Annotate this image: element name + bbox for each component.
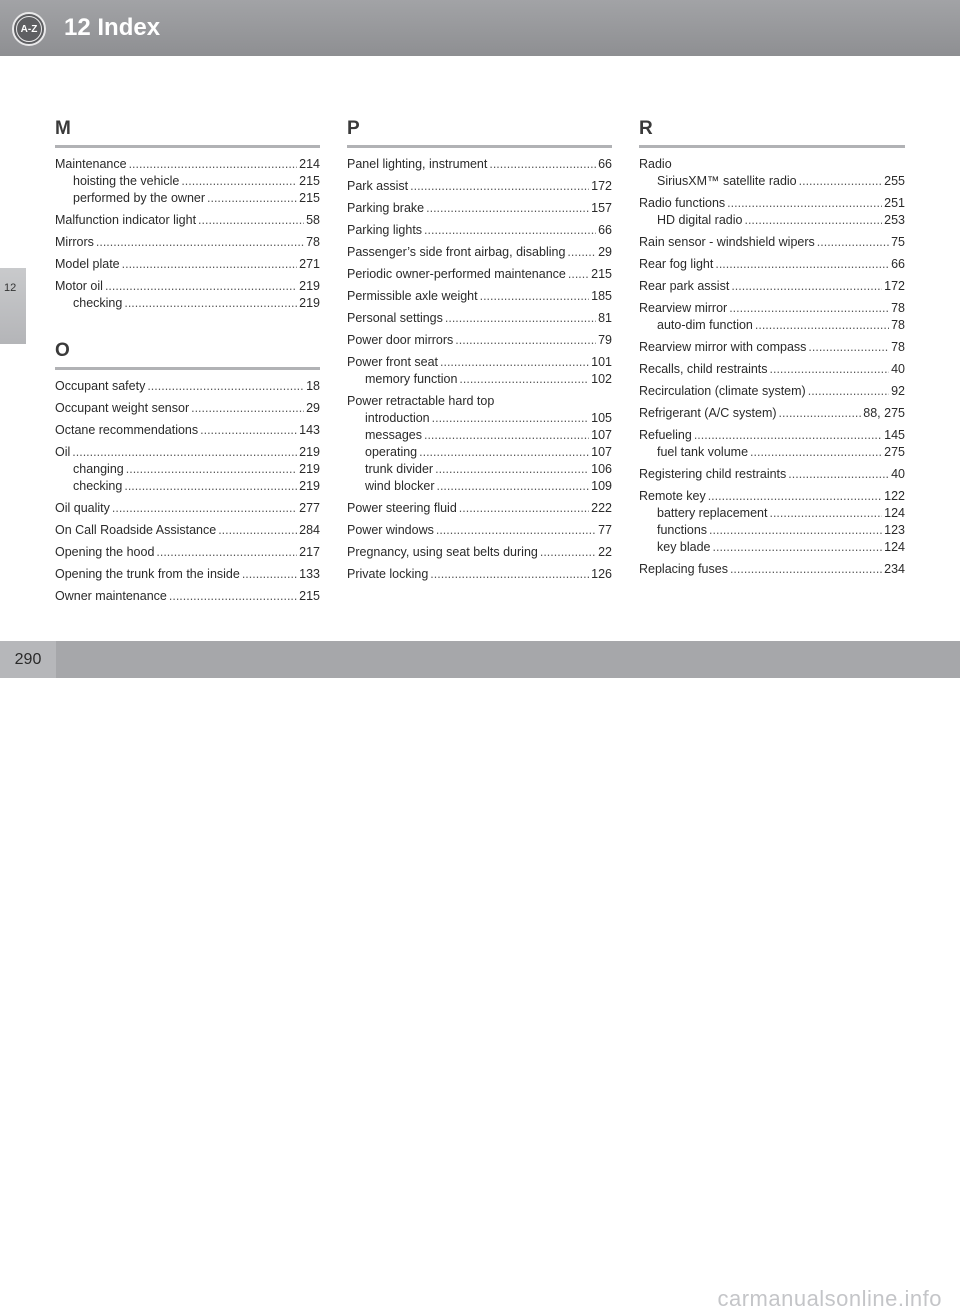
entry-term: Private locking [347, 567, 429, 581]
index-entry [55, 156, 320, 173]
index-subentry [347, 444, 612, 461]
index-entry [347, 310, 612, 327]
entry-page: 102 [591, 372, 612, 386]
dot-leader [808, 383, 889, 400]
entry-term: changing [73, 462, 124, 476]
entry-term: Rear fog light [639, 257, 714, 271]
entry-term: performed by the owner [73, 191, 206, 205]
entry-term: Rearview mirror with compass [639, 340, 807, 354]
index-entry [639, 405, 905, 422]
entry-term: Parking brake [347, 201, 425, 215]
entry-page: 217 [299, 545, 320, 559]
entry-page: 66 [891, 257, 905, 271]
index-entry [347, 566, 612, 583]
index-entry [639, 339, 905, 356]
section-letter: P [347, 118, 360, 139]
section-rule [639, 145, 905, 148]
entry-list [639, 156, 905, 578]
entry-page: 105 [591, 411, 612, 425]
index-entry [55, 212, 320, 229]
index-subentry [639, 317, 905, 334]
index-entry [347, 178, 612, 195]
index-subentry [347, 371, 612, 388]
dot-leader [198, 212, 304, 229]
entry-term: Permissible axle weight [347, 289, 478, 303]
index-entry [55, 500, 320, 517]
index-subentry [347, 461, 612, 478]
dot-leader [445, 310, 596, 327]
index-entry [639, 466, 905, 483]
entry-page: 88, 275 [863, 406, 905, 420]
dot-leader [432, 410, 590, 427]
entry-term: On Call Roadside Assistance [55, 523, 217, 537]
entry-page: 275 [884, 445, 905, 459]
entry-page: 172 [884, 279, 905, 293]
index-section [55, 118, 320, 312]
entry-page: 215 [299, 589, 320, 603]
entry-term: Park assist [347, 179, 409, 193]
entry-page: 215 [299, 174, 320, 188]
entry-page: 284 [299, 523, 320, 537]
entry-page: 66 [598, 223, 612, 237]
dot-leader [730, 561, 882, 578]
dot-leader [122, 256, 298, 273]
index-subentry [639, 522, 905, 539]
entry-term: key blade [657, 540, 711, 554]
index-entry [55, 234, 320, 251]
index-column-1 [55, 118, 320, 605]
entry-page: 219 [299, 479, 320, 493]
entry-page: 40 [891, 467, 905, 481]
index-entry [347, 332, 612, 349]
section-rule [55, 145, 320, 148]
dot-leader [480, 288, 590, 305]
index-entry [347, 354, 612, 371]
dot-leader [242, 566, 297, 583]
entry-term: trunk divider [365, 462, 434, 476]
entry-term: functions [657, 523, 708, 537]
entry-term: Replacing fuses [639, 562, 728, 576]
index-subentry [347, 427, 612, 444]
entry-term: Power front seat [347, 355, 439, 369]
index-subentry [55, 478, 320, 495]
entry-page: 234 [884, 562, 905, 576]
dot-leader [567, 244, 596, 261]
index-section [639, 118, 905, 578]
entry-page: 219 [299, 445, 320, 459]
entry-page: 78 [891, 318, 905, 332]
entry-list [347, 156, 612, 583]
entry-term: Power steering fluid [347, 501, 457, 515]
entry-page: 143 [299, 423, 320, 437]
watermark: carmanualsonline.info [717, 1286, 942, 1311]
dot-leader [169, 588, 297, 605]
entry-page: 126 [591, 567, 612, 581]
entry-term: Power retractable hard top [347, 394, 495, 408]
entry-page: 77 [598, 523, 612, 537]
index-entry [347, 500, 612, 517]
entry-page: 123 [884, 523, 905, 537]
entry-page: 58 [306, 213, 320, 227]
entry-page: 219 [299, 279, 320, 293]
entry-term: Rain sensor - windshield wipers [639, 235, 815, 249]
index-entry [55, 400, 320, 417]
dot-leader [72, 444, 297, 461]
entry-term: Power door mirrors [347, 333, 454, 347]
index-entry [55, 422, 320, 439]
dot-leader [708, 488, 882, 505]
entry-term: auto-dim function [657, 318, 753, 332]
entry-page: 29 [598, 245, 612, 259]
entry-page: 271 [299, 257, 320, 271]
index-subentry [639, 212, 905, 229]
entry-term: fuel tank volume [657, 445, 749, 459]
index-entry [639, 256, 905, 273]
entry-term: Opening the hood [55, 545, 155, 559]
entry-term: Mirrors [55, 235, 94, 249]
index-subentry [347, 410, 612, 427]
index-subentry [55, 295, 320, 312]
entry-page: 78 [891, 301, 905, 315]
dot-leader [769, 505, 882, 522]
index-section [347, 118, 612, 583]
entry-page: 214 [299, 157, 320, 171]
section-rule [55, 367, 320, 370]
index-entry [347, 222, 612, 239]
dot-leader [191, 400, 304, 417]
dot-leader [147, 378, 304, 395]
entry-page: 215 [591, 267, 612, 281]
entry-page: 157 [591, 201, 612, 215]
index-entry [639, 300, 905, 317]
entry-term: checking [73, 296, 123, 310]
dot-leader [459, 500, 589, 517]
entry-page: 75 [891, 235, 905, 249]
dot-leader [419, 444, 589, 461]
dot-leader [124, 478, 297, 495]
section-letter: M [55, 118, 71, 139]
dot-leader [129, 156, 298, 173]
dot-leader [426, 200, 589, 217]
entry-page: 124 [884, 506, 905, 520]
page-footer [0, 641, 960, 1311]
entry-page: 185 [591, 289, 612, 303]
entry-page: 78 [306, 235, 320, 249]
index-subentry [347, 478, 612, 495]
dot-leader [459, 371, 589, 388]
index-entry [55, 256, 320, 273]
dot-leader [731, 278, 882, 295]
dot-leader [713, 539, 883, 556]
index-entry [347, 200, 612, 217]
entry-term: Registering child restraints [639, 467, 787, 481]
entry-page: 109 [591, 479, 612, 493]
dot-leader [436, 478, 589, 495]
entry-page: 215 [299, 191, 320, 205]
entry-term: Occupant safety [55, 379, 146, 393]
index-subentry [639, 173, 905, 190]
entry-page: 101 [591, 355, 612, 369]
dot-leader [430, 566, 589, 583]
entry-term: Motor oil [55, 279, 103, 293]
dot-leader [218, 522, 297, 539]
index-entry [347, 288, 612, 305]
entry-page: 18 [306, 379, 320, 393]
entry-term: Owner maintenance [55, 589, 167, 603]
entry-page: 107 [591, 428, 612, 442]
entry-term: HD digital radio [657, 213, 743, 227]
entry-page: 255 [884, 174, 905, 188]
dot-leader [105, 278, 297, 295]
index-entry [639, 156, 905, 173]
entry-term: Panel lighting, instrument [347, 157, 488, 171]
index-subentry [55, 461, 320, 478]
entry-page: 66 [598, 157, 612, 171]
entry-term: Refueling [639, 428, 692, 442]
index-column-2 [347, 118, 612, 583]
entry-term: Refrigerant (A/C system) [639, 406, 777, 420]
entry-page: 78 [891, 340, 905, 354]
chapter-title: 12 Index [64, 14, 161, 41]
dot-leader [410, 178, 589, 195]
index-entry [639, 488, 905, 505]
dot-leader [817, 234, 889, 251]
dot-leader [112, 500, 297, 517]
entry-page: 277 [299, 501, 320, 515]
entry-page: 122 [884, 489, 905, 503]
index-entry [55, 378, 320, 395]
entry-term: Occupant weight sensor [55, 401, 190, 415]
dot-leader [727, 195, 882, 212]
entry-term: Malfunction indicator light [55, 213, 197, 227]
index-subentry [55, 173, 320, 190]
entry-term: Passenger’s side front airbag, disabling [347, 245, 566, 259]
entry-term: Oil quality [55, 501, 110, 515]
entry-term: Recalls, child restraints [639, 362, 768, 376]
a-z-label: A-Z [16, 16, 42, 42]
entry-page: 40 [891, 362, 905, 376]
entry-term: Radio functions [639, 196, 726, 210]
dot-leader [455, 332, 596, 349]
entry-term: operating [365, 445, 418, 459]
entry-term: Recirculation (climate system) [639, 384, 806, 398]
dot-leader [729, 300, 889, 317]
entry-term: Opening the trunk from the inside [55, 567, 240, 581]
entry-term: Maintenance [55, 157, 127, 171]
entry-term: Model plate [55, 257, 120, 271]
dot-leader [124, 295, 297, 312]
index-entry [55, 588, 320, 605]
entry-term: checking [73, 479, 123, 493]
entry-page: 219 [299, 462, 320, 476]
dot-leader [694, 427, 882, 444]
entry-page: 253 [884, 213, 905, 227]
entry-page: 145 [884, 428, 905, 442]
entry-term: Periodic owner-performed maintenance [347, 267, 566, 281]
index-section [55, 340, 320, 605]
dot-leader [436, 522, 596, 539]
entry-term: Radio [639, 157, 672, 171]
index-entry [55, 444, 320, 461]
index-entry [347, 393, 612, 410]
entry-page: 79 [598, 333, 612, 347]
entry-page: 251 [884, 196, 905, 210]
entry-term: Parking lights [347, 223, 423, 237]
index-column-3 [639, 118, 905, 578]
dot-leader [799, 173, 883, 190]
page-number: 290 [0, 641, 56, 678]
entry-term: introduction [365, 411, 430, 425]
dot-leader [96, 234, 304, 251]
dot-leader [744, 212, 882, 229]
index-entry [639, 278, 905, 295]
dot-leader [200, 422, 297, 439]
dot-leader [156, 544, 297, 561]
entry-term: Power windows [347, 523, 434, 537]
entry-list [55, 378, 320, 605]
section-letter: O [55, 340, 70, 361]
entry-term: Rearview mirror [639, 301, 728, 315]
entry-term: battery replacement [657, 506, 768, 520]
dot-leader [540, 544, 596, 561]
dot-leader [755, 317, 889, 334]
dot-leader [779, 405, 862, 422]
index-entry [347, 244, 612, 261]
dot-leader [424, 427, 589, 444]
entry-term: memory function [365, 372, 458, 386]
entry-term: Pregnancy, using seat belts during [347, 545, 538, 559]
dot-leader [207, 190, 297, 207]
chapter-tab-label: 12 [4, 282, 17, 294]
entry-term: Rear park assist [639, 279, 730, 293]
entry-term: hoisting the vehicle [73, 174, 180, 188]
entry-term: SiriusXM™ satellite radio [657, 174, 797, 188]
entry-page: 219 [299, 296, 320, 310]
a-z-index-icon [12, 12, 46, 46]
entry-page: 124 [884, 540, 905, 554]
entry-term: Oil [55, 445, 71, 459]
entry-page: 106 [591, 462, 612, 476]
index-subentry [639, 444, 905, 461]
dot-leader [489, 156, 596, 173]
index-subentry [55, 190, 320, 207]
index-entry [639, 361, 905, 378]
dot-leader [770, 361, 890, 378]
index-entry [639, 383, 905, 400]
entry-term: wind blocker [365, 479, 435, 493]
entry-term: Remote key [639, 489, 706, 503]
dot-leader [808, 339, 889, 356]
index-entry [347, 156, 612, 173]
entry-list [55, 156, 320, 312]
entry-page: 92 [891, 384, 905, 398]
dot-leader [440, 354, 589, 371]
dot-leader [424, 222, 596, 239]
index-entry [639, 427, 905, 444]
index-entry [55, 544, 320, 561]
entry-page: 22 [598, 545, 612, 559]
index-subentry [639, 505, 905, 522]
page-header [0, 0, 960, 56]
entry-term: Octane recommendations [55, 423, 199, 437]
dot-leader [435, 461, 589, 478]
entry-term: Personal settings [347, 311, 443, 325]
section-letter: R [639, 118, 653, 139]
index-entry [639, 195, 905, 212]
entry-page: 29 [306, 401, 320, 415]
index-entry [639, 234, 905, 251]
dot-leader [750, 444, 882, 461]
index-entry [347, 522, 612, 539]
entry-page: 133 [299, 567, 320, 581]
entry-page: 81 [598, 311, 612, 325]
dot-leader [126, 461, 297, 478]
index-subentry [639, 539, 905, 556]
dot-leader [181, 173, 297, 190]
dot-leader [788, 466, 889, 483]
entry-page: 222 [591, 501, 612, 515]
chapter-tab [0, 268, 26, 344]
index-entry [55, 278, 320, 295]
index-entry [55, 566, 320, 583]
index-entry [347, 544, 612, 561]
dot-leader [709, 522, 882, 539]
dot-leader [568, 266, 589, 283]
dot-leader [715, 256, 889, 273]
section-rule [347, 145, 612, 148]
entry-page: 172 [591, 179, 612, 193]
entry-page: 107 [591, 445, 612, 459]
index-entry [55, 522, 320, 539]
index-entry [639, 561, 905, 578]
entry-term: messages [365, 428, 422, 442]
index-entry [347, 266, 612, 283]
